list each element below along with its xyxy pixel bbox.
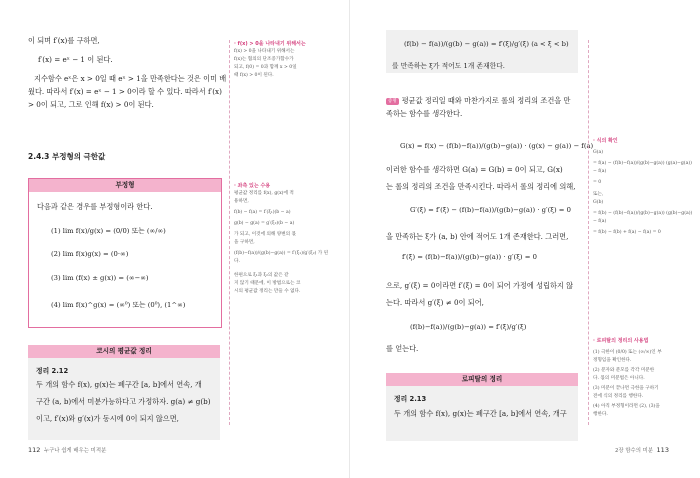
box-title: 로피탈의 정리 bbox=[386, 373, 578, 386]
proof-line: 을 만족하는 ξ가 (a, b) 안에 적어도 1개 존재한다. 그러면, bbox=[386, 232, 569, 241]
paragraph-line: > 0이 되고, 그로 인해 f(x) > 0이 된다. bbox=[28, 100, 154, 109]
proof-line: 를 얻는다. bbox=[386, 344, 419, 353]
equation: G(x) = f(x) − (f(b)−f(a))/(g(b)−g(a)) · (g(x) − g(a)) − f(a) bbox=[400, 142, 594, 150]
equation: G′(ξ) = f′(ξ) − (f(b)−f(a))/(g(b)−g(a)) · g′(ξ) = 0 bbox=[410, 206, 571, 214]
side-note-line: 행한다. bbox=[593, 412, 608, 417]
theorem-line: 두 개의 함수 f(x), g(x)는 폐구간 [a, b]에서 연속, 개구 bbox=[394, 409, 567, 418]
proof-line: 이러한 함수를 생각하면 G(a) = G(b) = 0이 되고, G(x) bbox=[386, 165, 563, 174]
side-note-line: = 0 bbox=[593, 180, 602, 185]
side-note-line: 전에 식의 정리를 행한다. bbox=[593, 394, 644, 399]
side-note-line: f(x)는 협의의 단조증가함수가 bbox=[234, 57, 294, 62]
side-note-title: · 로피탈의 정리의 사용법 bbox=[593, 338, 649, 344]
list-item: (4) lim f(x)^g(x) = (∞⁰) 또는 (0⁰), (1^∞) bbox=[51, 301, 186, 309]
page-footer bbox=[615, 446, 669, 454]
proof-tag: 증명 bbox=[388, 98, 397, 104]
side-note-line: (1) 극한이 (0/0) 또는 (∞/∞)인 부 bbox=[593, 350, 662, 355]
page-number: 112 bbox=[28, 446, 41, 454]
result-box bbox=[386, 30, 578, 73]
proof-line: 증명 평균값 정리일 때와 마찬가지로 롤의 정리의 조건을 만 bbox=[388, 96, 571, 105]
theorem-label: 정리 2.12 bbox=[36, 367, 69, 375]
margin-divider bbox=[229, 40, 230, 425]
theorem-line: 두 개의 함수 f(x), g(x)는 폐구간 [a, b]에서 연속, 개 bbox=[36, 380, 202, 389]
side-note-line: 되고, f(0) = 0과 함께 x > 0일 bbox=[234, 65, 297, 70]
equation: (f(b) − f(a))/(g(b) − g(a)) = f′(ξ)/g′(ξ) (a < ξ < b) bbox=[404, 40, 569, 48]
right-page bbox=[350, 0, 700, 478]
theorem-line: 구간 (a, b)에서 미분가능하다고 가정하자. g(a) ≠ g(b) bbox=[36, 397, 211, 406]
side-note-line: 한편으로 ξ₁과 ξ₂의 값은 같 bbox=[234, 273, 289, 278]
side-note-line: 다. 몫의 미분법은 아니다. bbox=[593, 376, 645, 381]
side-note-line: f(b) − f(a) = f′(ξ₁)(b − a) bbox=[234, 210, 291, 215]
side-note-title: · 식의 확인 bbox=[593, 138, 618, 144]
theorem-box bbox=[386, 373, 578, 441]
side-note-title: · 좌측 있는 수용 bbox=[234, 183, 271, 189]
side-note-line: (2) 분자와 분모를 각각 미분한 bbox=[593, 368, 655, 373]
box-title: 코시의 평균값 정리 bbox=[28, 345, 220, 358]
side-note-title: · f(x) > 0을 나타내기 위해서는 bbox=[234, 41, 306, 47]
proof-line: 는 롤의 정리의 조건을 만족시킨다. 따라서 롤의 정리에 의해, bbox=[386, 182, 576, 191]
side-note-line: 지 않기 때문에, 이 방법으로는 코 bbox=[234, 281, 301, 286]
side-note-line: = f(b) − f(b) + f(a) − f(a) = 0 bbox=[593, 230, 661, 235]
paragraph-line: 웠다. 따라서 f′(x) = eˣ − 1 > 0이라 할 수 있다. 따라서 f′(x) bbox=[28, 87, 222, 96]
proof-line: 는다. 따라서 g′(ξ) ≠ 0이 되어, bbox=[386, 298, 484, 307]
side-note-line: 용하면, bbox=[234, 199, 249, 204]
list-item: (1) lim f(x)/g(x) = (0/0) 또는 (∞/∞) bbox=[51, 227, 166, 235]
side-note-line: 을 구하면, bbox=[234, 240, 255, 245]
equation: f′(ξ) = (f(b)−f(a))/(g(b)−g(a)) · g′(ξ) = 0 bbox=[402, 253, 537, 261]
side-note-line: 때 f(x) > 0이 된다. bbox=[234, 73, 274, 78]
side-note-line: G(a) bbox=[593, 150, 603, 155]
theorem-line: 이고, f′(x)와 g′(x)가 동시에 0이 되지 않으면, bbox=[36, 414, 179, 423]
side-note-line: 정형임을 확인한다. bbox=[593, 358, 632, 363]
chapter-title: 2장 함수의 미분 bbox=[615, 448, 654, 454]
book-title: 누구나 쉽게 배우는 미적분 bbox=[43, 448, 107, 454]
paragraph-line: 지수함수 eˣ은 x > 0일 때 eˣ > 1을 만족한다는 것은 이미 배 bbox=[34, 74, 227, 83]
box-intro: 다음과 같은 경우를 부정형이라 한다. bbox=[37, 202, 153, 211]
equation: (f(b)−f(a))/(g(b)−g(a)) = f′(ξ)/g′(ξ) bbox=[410, 323, 527, 331]
side-note-line: (4) 아직 부정형이라면 (2), (3)을 bbox=[593, 404, 660, 409]
list-item: (2) lim f(x)g(x) = (0·∞) bbox=[51, 250, 129, 258]
definition-box bbox=[28, 178, 222, 328]
proof-line: 으로, g′(ξ) = 0이라면 f′(ξ) = 0이 되어 가정에 성립하지 않 bbox=[386, 281, 574, 290]
theorem-box bbox=[28, 345, 220, 440]
page-number: 113 bbox=[656, 446, 669, 454]
intro-line-2: f′(x) = eˣ − 1 이 된다. bbox=[38, 55, 113, 64]
side-note-line: = f(b) − (f(b)−f(a))/(g(b)−g(a)) (g(b)−g(a)) − f(a) bbox=[593, 211, 693, 224]
section-title: 2.4.3 부정형의 극한값 bbox=[28, 152, 106, 161]
side-note-line: f(x) > 0을 나타내기 위해서는 bbox=[234, 49, 295, 54]
side-note-line: 시의 평균값 정리는 만들 수 없다. bbox=[234, 289, 301, 294]
margin-divider bbox=[588, 40, 589, 425]
side-note-line: 또는, bbox=[593, 192, 604, 197]
intro-line-1: 이 되며 f′(x)를 구하면, bbox=[28, 36, 100, 45]
side-note-line: g(b) − g(a) = g′(ξ₂)(b − a) bbox=[234, 221, 295, 226]
page-footer bbox=[28, 446, 106, 454]
box-line: 를 만족하는 ξ가 적어도 1개 존재한다. bbox=[392, 62, 505, 70]
side-note-line: (3) 미분이 끝나면 극한을 구하기 bbox=[593, 386, 659, 391]
side-note-line: 가 되고, 이것에 의해 양변의 몫 bbox=[234, 232, 297, 237]
side-note-line: (f(b)−f(a))/(g(b)−g(a)) = f′(ξ₁)/g′(ξ₂) 가 된다. bbox=[234, 251, 329, 264]
side-note-line: G(b) bbox=[593, 200, 604, 205]
list-item: (3) lim (f(x) ± g(x)) = (∞−∞) bbox=[51, 274, 149, 282]
proof-line: 족하는 함수를 생각한다. bbox=[386, 109, 463, 118]
side-note-line: = f(a) − (f(b)−f(a))/(g(b)−g(a)) (g(a)−g(a)) − f(a) bbox=[593, 161, 692, 174]
side-note-line: 평균값 정리를 f(x), g(x)에 적 bbox=[234, 191, 294, 196]
theorem-label: 정리 2.13 bbox=[394, 395, 427, 403]
box-title: 부정형 bbox=[29, 179, 221, 192]
